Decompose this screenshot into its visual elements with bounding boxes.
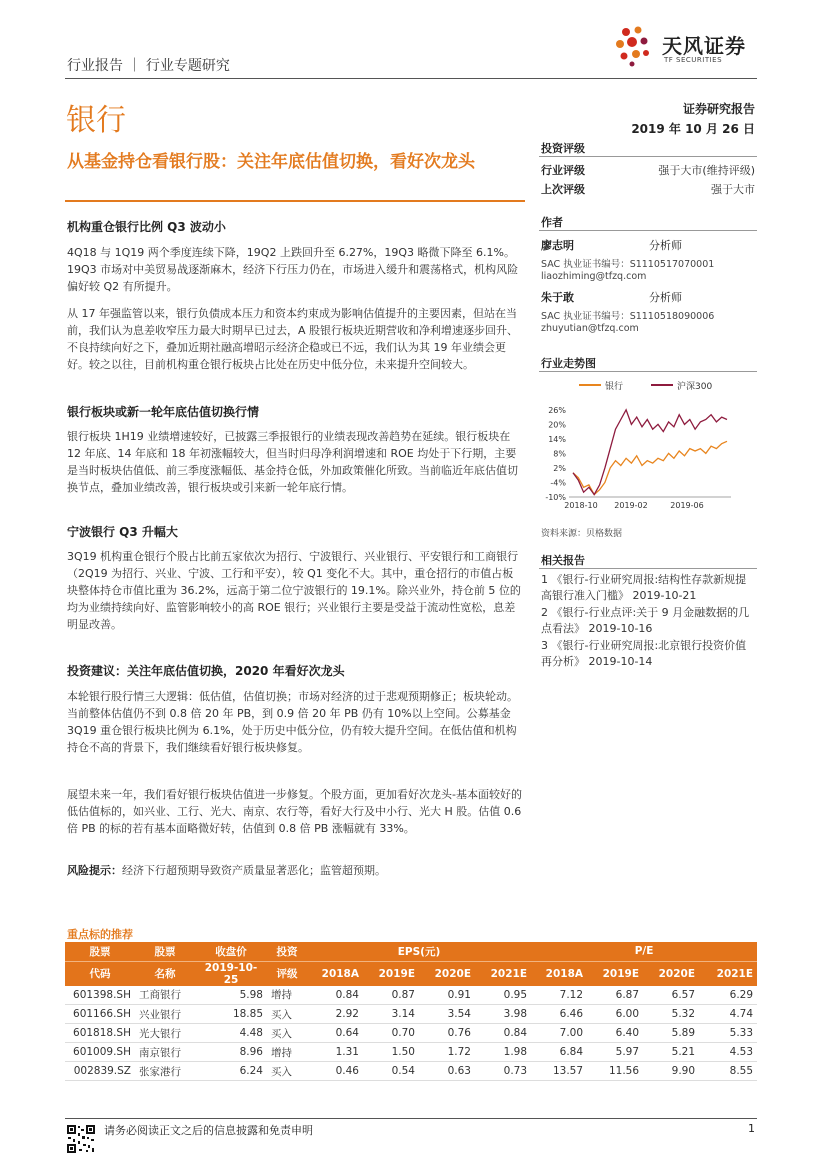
table-cell: 4.74 <box>699 1005 757 1024</box>
th-pe-2019: 2019E <box>587 961 643 986</box>
report-date: 2019 年 10 月 26 日 <box>631 122 755 136</box>
th-code: 代码 <box>65 961 135 986</box>
paragraph-1: 4Q18 与 1Q19 两个季度连续下降，19Q2 上跌回升至 6.27%，19Q3 略微下降至 6.1%。19Q3 市场对中美贸易战逐渐麻木，经济下行压力仍在，市场进入缓升和震荡格式，机构风险偏好较 Q2 有所提升。 <box>67 246 519 293</box>
table-cell: 7.12 <box>531 986 587 1005</box>
author-1-cert: SAC 执业证书编号：S1110517070001 <box>541 259 715 270</box>
table-cell: 1.31 <box>307 1043 363 1062</box>
chart-source: 资料来源：贝格数据 <box>541 529 623 539</box>
table-cell: 0.91 <box>419 986 475 1005</box>
table-cell: 1.98 <box>475 1043 531 1062</box>
page-number: 1 <box>748 1122 755 1135</box>
table-cell: 光大银行 <box>135 1024 195 1043</box>
author-2-name: 朱于敢 <box>541 291 574 304</box>
table-cell: 9.90 <box>643 1062 699 1081</box>
table-cell: 0.46 <box>307 1062 363 1081</box>
table-cell: 6.87 <box>587 986 643 1005</box>
table-cell: 5.21 <box>643 1043 699 1062</box>
th-rating: 评级 <box>267 961 307 986</box>
logo-mark-icon <box>612 24 656 68</box>
table-cell: 0.63 <box>419 1062 475 1081</box>
y-tick-label: 14% <box>548 434 566 444</box>
related-item-1-num: 1 <box>541 573 548 586</box>
table-cell: 6.00 <box>587 1005 643 1024</box>
table-cell: 增持 <box>267 1043 307 1062</box>
th-stock-1: 股票 <box>65 942 135 961</box>
related-item-1-text: 《银行-行业研究周报:结构性存款新规提高银行准入门槛》 2019-10-21 <box>541 573 747 602</box>
table-cell: 南京银行 <box>135 1043 195 1062</box>
table-cell: 8.96 <box>195 1043 267 1062</box>
risk-note <box>67 862 523 879</box>
table-cell: 13.57 <box>531 1062 587 1081</box>
table-cell: 1.72 <box>419 1043 475 1062</box>
author-1-name: 廖志明 <box>541 239 574 252</box>
table-cell: 4.53 <box>699 1043 757 1062</box>
footer-disclaimer[interactable]: 请务必阅读正文之后的信息披露和免责申明 <box>104 1124 313 1137</box>
table-cell: 6.46 <box>531 1005 587 1024</box>
table-cell: 5.89 <box>643 1024 699 1043</box>
table-cell: 0.87 <box>363 986 419 1005</box>
th-eps-2020: 2020E <box>419 961 475 986</box>
sector-title: 银行 <box>66 103 126 138</box>
report-type: 证券研究报告 <box>682 102 755 116</box>
prev-rating-value: 强于大市 <box>711 183 755 196</box>
author-1-email: liaozhiming@tfzq.com <box>541 271 647 282</box>
paragraph-5: 本轮银行股行情三大逻辑：低估值，估值切换；市场对经济的过于悲观预期修正；板块轮动。当前整体估值仍不到 0.8 倍 20 年 PB，到 0.9 倍 20 年 PB 仍有 10%以上空间。公募基金 3Q19 重仓银行板块比例为 6.1%，处于历史中低分位，仍有较大提升空间。在低估值和机构持仓不高的背景下，我们继续看好银行板块修复。 <box>67 690 518 754</box>
th-name: 名称 <box>135 961 195 986</box>
paragraph-3: 银行板块 1H19 业绩增速较好，已披露三季报银行的业绩表现改善趋势在延续。银行板块在 12 年底、14 年底和 18 年初涨幅较大，但当时归母净利润增速和 ROE 均处于下行期，主要是当时板块估值低、前三季度涨幅低、基金持仓低，外加政策催化所致。当前临近年底估值切换节点，叠加业绩改善，银行板块或引来新一轮年底行情。 <box>67 430 518 494</box>
table-cell: 601398.SH <box>65 986 135 1005</box>
prev-rating-label: 上次评级 <box>541 183 585 196</box>
x-tick-label: 2019-06 <box>670 501 704 510</box>
table-cell: 3.14 <box>363 1005 419 1024</box>
legend-label-hs300: 沪深300 <box>677 382 713 392</box>
table-cell: 11.56 <box>587 1062 643 1081</box>
chart-legend <box>579 380 712 392</box>
th-eps: EPS(元) <box>307 942 531 961</box>
qr-code-icon <box>66 1124 96 1154</box>
table-cell: 601166.SH <box>65 1005 135 1024</box>
table-cell: 2.92 <box>307 1005 363 1024</box>
table-row <box>65 986 757 1005</box>
table-cell: 0.73 <box>475 1062 531 1081</box>
author-2-role: 分析师 <box>649 291 682 304</box>
author-2-cert: SAC 执业证书编号：S1110518090006 <box>541 311 715 322</box>
table-cell: 0.84 <box>475 1024 531 1043</box>
series-line-bank <box>573 441 727 494</box>
title-rule <box>65 200 525 202</box>
x-tick-label: 2018-10 <box>564 501 598 510</box>
table-header-row-2 <box>65 961 757 986</box>
th-eps-2021: 2021E <box>475 961 531 986</box>
section-heading-3: 宁波银行 Q3 升幅大 <box>67 525 178 539</box>
related-item-2-num: 2 <box>541 606 548 619</box>
table-cell: 0.70 <box>363 1024 419 1043</box>
author-heading: 作者 <box>541 216 563 229</box>
recommendation-table <box>65 942 757 1081</box>
risk-label: 风险提示： <box>67 864 122 877</box>
table-row <box>65 1005 757 1024</box>
table-cell: 买入 <box>267 1062 307 1081</box>
table-cell: 002839.SZ <box>65 1062 135 1081</box>
section-heading-2: 银行板块或新一轮年底估值切换行情 <box>67 405 260 419</box>
rating-label: 行业评级 <box>541 164 585 177</box>
y-tick-label: 26% <box>548 405 566 415</box>
table-cell: 3.54 <box>419 1005 475 1024</box>
table-cell: 0.84 <box>307 986 363 1005</box>
y-tick-label: 8% <box>553 449 566 459</box>
th-invest: 投资 <box>267 942 307 961</box>
related-item-3-text: 《银行-行业研究周报:北京银行投资价值再分析》 2019-10-14 <box>541 639 747 668</box>
table-cell: 3.98 <box>475 1005 531 1024</box>
table-cell: 5.33 <box>699 1024 757 1043</box>
table-cell: 0.95 <box>475 986 531 1005</box>
table-cell: 买入 <box>267 1005 307 1024</box>
table-cell: 4.48 <box>195 1024 267 1043</box>
table-cell: 5.32 <box>643 1005 699 1024</box>
th-eps-2018: 2018A <box>307 961 363 986</box>
y-tick-label: -10% <box>545 493 566 502</box>
table-cell: 8.55 <box>699 1062 757 1081</box>
th-stock-2: 股票 <box>135 942 195 961</box>
table-cell: 5.98 <box>195 986 267 1005</box>
table-cell: 张家港行 <box>135 1062 195 1081</box>
report-category: 行业报告 ｜ 行业专题研究 <box>67 58 230 74</box>
report-title: 从基金持仓看银行股：关注年底估值切换，看好次龙头 <box>67 152 475 172</box>
trend-heading: 行业走势图 <box>541 357 596 370</box>
table-row <box>65 1062 757 1081</box>
related-heading: 相关报告 <box>541 554 585 567</box>
author-rule <box>539 230 757 231</box>
related-item-3-num: 3 <box>541 639 548 652</box>
table-cell: 0.54 <box>363 1062 419 1081</box>
th-pe-2018: 2018A <box>531 961 587 986</box>
table-cell: 6.84 <box>531 1043 587 1062</box>
logo-sub: TF SECURITIES <box>664 56 723 64</box>
table-cell: 1.50 <box>363 1043 419 1062</box>
th-close: 收盘价 <box>195 942 267 961</box>
table-cell: 5.97 <box>587 1043 643 1062</box>
risk-text: 经济下行超预期导致资产质量显著恶化；监管超预期。 <box>122 864 386 877</box>
table-cell: 兴业银行 <box>135 1005 195 1024</box>
table-cell: 工商银行 <box>135 986 195 1005</box>
th-pe-2021: 2021E <box>699 961 757 986</box>
table-cell: 7.00 <box>531 1024 587 1043</box>
x-tick-label: 2019-02 <box>614 501 648 510</box>
header-rule <box>65 78 757 79</box>
paragraph-6: 展望未来一年，我们看好银行板块估值进一步修复。个股方面，更加看好次龙头-基本面较好的低估值标的，如兴业、工行、光大、南京、农行等，看好大行及中小行、光大 H 股。估值 0.6 倍 PB 的标的若有基本面略微好转，估值到 0.8 倍 PB 涨幅就有 33%。 <box>67 788 522 835</box>
rating-rule <box>539 156 757 157</box>
table-cell: 买入 <box>267 1024 307 1043</box>
table-title: 重点标的推荐 <box>67 928 133 941</box>
related-item-3[interactable] <box>541 638 757 670</box>
y-tick-label: 20% <box>548 420 566 430</box>
th-date: 2019-10-25 <box>195 961 267 986</box>
rating-heading: 投资评级 <box>541 142 585 155</box>
table-cell: 0.76 <box>419 1024 475 1043</box>
author-1-role: 分析师 <box>649 239 682 252</box>
legend-label-bank: 银行 <box>605 382 624 392</box>
table-row <box>65 1043 757 1062</box>
paragraph-4: 3Q19 机构重仓银行个股占比前五家依次为招行、宁波银行、兴业银行、平安银行和工商银行（2Q19 为招行、兴业、宁波、工行和平安），较 Q1 变化不大。其中，重仓招行的市值占板块整体持仓市值比重为 36.2%，远高于第二位宁波银行的 19.1%。除兴业外，持仓前 5 位的均为业绩持续向好、监管影响较小的高 ROE 银行；兴业银行主要是受益于流动性宽松，息差明显改善。 <box>67 550 521 631</box>
y-tick-label: -4% <box>550 478 566 488</box>
table-cell: 18.85 <box>195 1005 267 1024</box>
table-cell: 6.29 <box>699 986 757 1005</box>
logo <box>612 24 762 68</box>
table-cell: 6.57 <box>643 986 699 1005</box>
table-cell: 6.40 <box>587 1024 643 1043</box>
y-tick-label: 2% <box>553 463 566 473</box>
th-eps-2019: 2019E <box>363 961 419 986</box>
trend-rule <box>539 371 757 372</box>
section-heading-4: 投资建议：关注年底估值切换，2020 年看好次龙头 <box>67 664 345 678</box>
table-cell: 601818.SH <box>65 1024 135 1043</box>
related-item-2-text: 《银行-行业点评:关于 9 月金融数据的几点看法》 2019-10-16 <box>541 606 750 635</box>
related-rule <box>539 568 757 569</box>
footer-rule <box>65 1118 757 1119</box>
trend-chart <box>539 375 757 520</box>
table-cell: 0.64 <box>307 1024 363 1043</box>
table-cell: 6.24 <box>195 1062 267 1081</box>
paragraph-2: 从 17 年强监管以来，银行负债成本压力和资本约束成为影响估值提升的主要因素，但站在当前，我们认为息差收窄压力最大时期早已过去，A 股银行板块近期营收和净利增速逐步回升、不良持续向好之下，叠加近期社融高增昭示经济企稳或已不远，我们认为其 19 年业绩会更好。较之以往，目前机构重仓银行板块占比处在历史中低分位，未来提升空间较大。 <box>67 307 519 371</box>
author-2-email: zhuyutian@tfzq.com <box>541 323 639 334</box>
rating-value: 强于大市(维持评级) <box>658 164 755 177</box>
related-item-1[interactable] <box>541 572 757 604</box>
table-cell: 601009.SH <box>65 1043 135 1062</box>
logo-name: 天风证券 <box>662 34 746 58</box>
th-pe-2020: 2020E <box>643 961 699 986</box>
table-cell: 增持 <box>267 986 307 1005</box>
table-header-row-1 <box>65 942 757 961</box>
section-heading-1: 机构重仓银行比例 Q3 波动小 <box>67 220 226 234</box>
th-pe: P/E <box>531 942 757 961</box>
table-row <box>65 1024 757 1043</box>
related-item-2[interactable] <box>541 605 757 637</box>
